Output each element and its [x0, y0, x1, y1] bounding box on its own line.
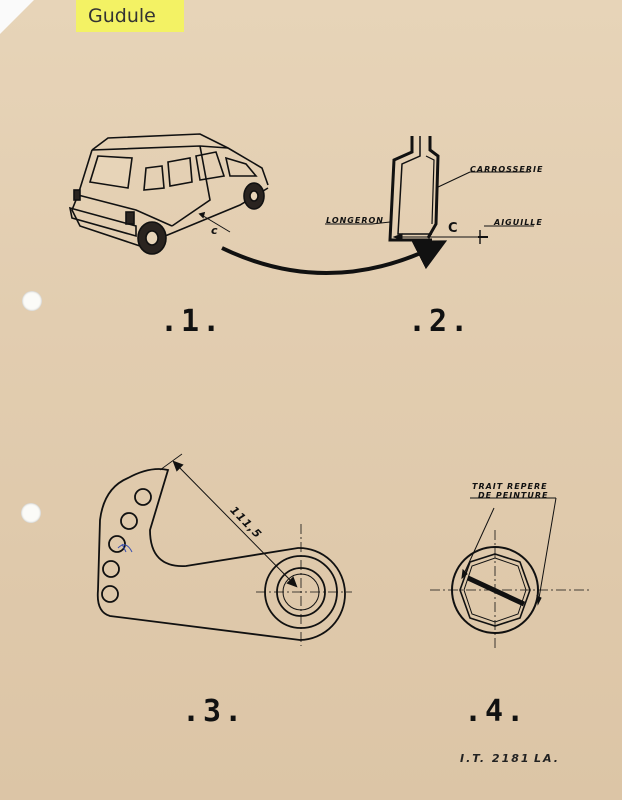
figure1-car-drawing — [70, 134, 268, 254]
longeron-label: LONGERON — [326, 216, 384, 225]
sticky-note-text: Gudule — [88, 5, 156, 27]
figure-number-3: .3. — [182, 694, 246, 729]
document-reference-suffix: LA. — [534, 752, 560, 765]
carrosserie-label: CARROSSERIE — [470, 165, 544, 174]
figure-number-2: .2. — [408, 304, 472, 339]
figure1-callout-label: c — [211, 224, 219, 237]
dimension-111-5-label: 111,5 — [227, 503, 265, 542]
figure-number-1: .1. — [160, 304, 224, 339]
document-reference: I.T. 2181 — [460, 752, 531, 765]
figure3-lever-drawing — [98, 454, 352, 646]
connector-arrow — [222, 244, 440, 273]
figure4-nut-drawing — [430, 498, 590, 648]
figure-number-4: .4. — [464, 694, 528, 729]
trait-repere-label-line2: DE PEINTURE — [478, 491, 549, 500]
trait-repere-label-line1: TRAIT REPERE — [472, 482, 548, 491]
dimension-c-label: C — [448, 221, 459, 236]
aiguille-label: AIGUILLE — [494, 218, 543, 227]
figure2-section-drawing — [325, 136, 534, 244]
